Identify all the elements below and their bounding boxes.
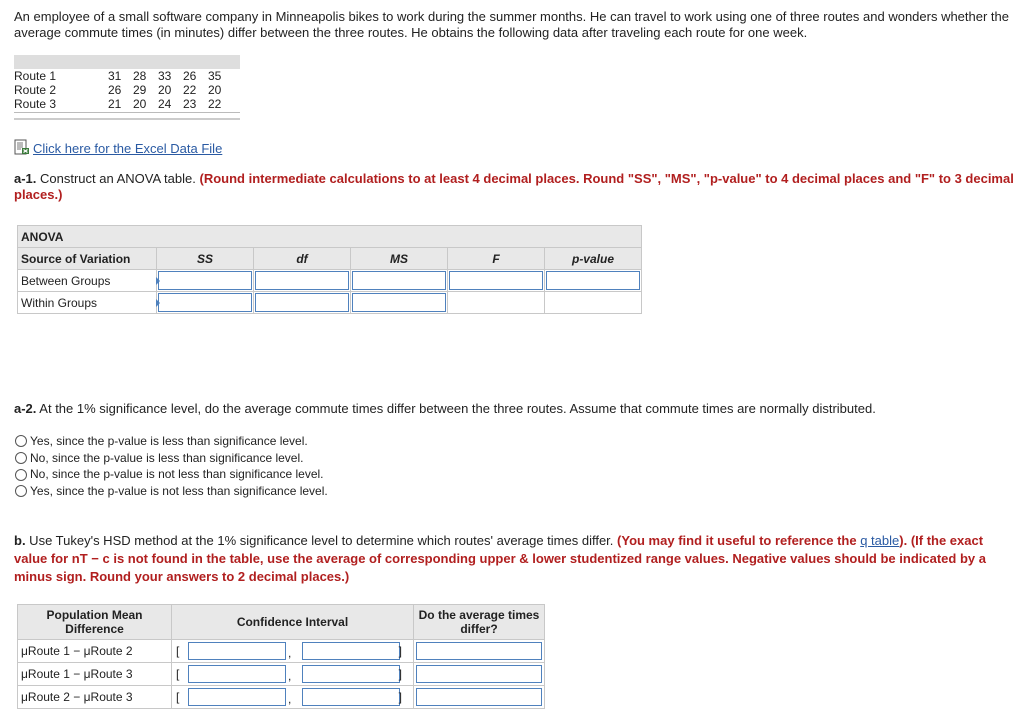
within-ms-input[interactable] <box>352 293 446 312</box>
open-bracket: [ <box>176 667 180 681</box>
header-confidence-interval: Confidence Interval <box>172 605 414 640</box>
row-route2-route3: μRoute 2 − μRoute 3 <box>18 686 172 709</box>
option-1[interactable] <box>15 433 328 450</box>
question-b <box>14 532 1014 586</box>
open-bracket: [ <box>176 644 180 658</box>
ci-lower-input-1-3[interactable] <box>188 665 286 683</box>
between-p-value-input[interactable] <box>546 271 640 290</box>
within-df-input[interactable] <box>255 293 349 312</box>
differ-select-1-3[interactable] <box>416 665 542 683</box>
between-f-cell <box>448 270 545 292</box>
between-f-input[interactable] <box>449 271 543 290</box>
ci-upper-input-2-3[interactable] <box>302 688 400 706</box>
between-ss-cell <box>157 270 254 292</box>
within-p-value-empty <box>545 292 642 314</box>
route-row <box>14 69 233 83</box>
differ-cell-1-2 <box>414 640 545 663</box>
route-value: 23 <box>183 97 197 111</box>
ci-lower-input-1-2[interactable] <box>188 642 286 660</box>
between-df-input[interactable] <box>255 271 349 290</box>
route-value: 26 <box>183 69 197 83</box>
route-value: 24 <box>158 97 172 111</box>
a1-label: a-1. <box>14 171 37 186</box>
header-population-mean-difference: Population Mean Difference <box>18 605 172 640</box>
header-ms: MS <box>351 248 448 270</box>
close-bracket: ] <box>398 667 402 681</box>
a2-label: a-2. <box>14 401 37 416</box>
route-value: 20 <box>208 83 222 97</box>
b-instruction-1: (You may find it useful to reference the <box>617 533 861 548</box>
header-do-times-differ: Do the average times differ? <box>414 605 545 640</box>
commute-data-table <box>14 55 240 120</box>
ci-cell-1-2 <box>172 640 414 663</box>
b-instruction-2: ). (If the exact value for nT − c is not found in the table, use the average of corresponding upper & lower studentized range values. Negative values should be indicated by a minus sign. Round your answers to 2 decimal places.) <box>14 533 986 584</box>
row-route1-route2: μRoute 1 − μRoute 2 <box>18 640 172 663</box>
between-ss-input[interactable] <box>158 271 252 290</box>
b-label: b. <box>14 533 26 548</box>
excel-link-row <box>14 139 222 158</box>
row-between-groups: Between Groups <box>18 270 157 292</box>
row-within-groups: Within Groups <box>18 292 157 314</box>
route-value: 26 <box>108 83 122 97</box>
option-1-label: Yes, since the p-value is less than significance level. <box>30 434 308 448</box>
input-pointer-icon <box>156 277 160 285</box>
header-ss: SS <box>157 248 254 270</box>
within-ss-input[interactable] <box>158 293 252 312</box>
a2-options <box>15 433 328 500</box>
route-value: 22 <box>208 97 222 111</box>
tukey-table <box>17 604 545 709</box>
comma: , <box>288 692 292 706</box>
between-ms-cell <box>351 270 448 292</box>
option-3[interactable] <box>15 466 328 483</box>
route-value: 20 <box>158 83 172 97</box>
between-df-cell <box>254 270 351 292</box>
route-value: 31 <box>108 69 122 83</box>
a1-text: Construct an ANOVA table. <box>36 171 200 186</box>
route-value: 28 <box>133 69 147 83</box>
route-value: 21 <box>108 97 122 111</box>
within-f-empty <box>448 292 545 314</box>
q-table-link[interactable]: q table <box>860 533 900 548</box>
anova-title: ANOVA <box>18 226 642 248</box>
problem-intro: An employee of a small software company in Minneapolis bikes to work during the summer months. He can travel to work using one of three routes and wonders whether the average commute times (in minutes) differ between the three routes. He obtains the following data after traveling each route for one week. <box>14 9 1010 40</box>
ci-cell-2-3 <box>172 686 414 709</box>
question-a1 <box>14 171 1020 203</box>
close-bracket: ] <box>398 644 402 658</box>
a2-text: At the 1% significance level, do the average commute times differ between the three routes. Assume that commute times are normally distributed. <box>36 401 876 416</box>
route-label: Route 1 <box>14 69 57 83</box>
data-table-footer-bar <box>14 112 240 120</box>
option-4-label: Yes, since the p-value is not less than significance level. <box>30 484 328 499</box>
differ-cell-2-3 <box>414 686 545 709</box>
header-df: df <box>254 248 351 270</box>
route-value: 35 <box>208 69 222 83</box>
question-a2 <box>14 401 876 416</box>
header-p-value: p-value <box>545 248 642 270</box>
close-bracket: ] <box>398 690 402 704</box>
header-f: F <box>448 248 545 270</box>
within-df-cell <box>254 292 351 314</box>
excel-data-file-link[interactable]: Click here for the Excel Data File <box>33 141 223 156</box>
excel-file-icon <box>14 139 30 158</box>
comma: , <box>288 646 292 660</box>
row-route1-route3: μRoute 1 − μRoute 3 <box>18 663 172 686</box>
ci-upper-input-1-3[interactable] <box>302 665 400 683</box>
within-ms-cell <box>351 292 448 314</box>
within-ss-cell <box>157 292 254 314</box>
input-pointer-icon <box>156 299 160 307</box>
route-row <box>14 83 233 97</box>
route-row <box>14 97 233 111</box>
differ-cell-1-3 <box>414 663 545 686</box>
radio-button[interactable] <box>15 485 27 497</box>
differ-select-1-2[interactable] <box>416 642 542 660</box>
route-label: Route 3 <box>14 97 57 111</box>
comma: , <box>288 669 292 683</box>
ci-upper-input-1-2[interactable] <box>302 642 400 660</box>
ci-cell-1-3 <box>172 663 414 686</box>
open-bracket: [ <box>176 690 180 704</box>
anova-table <box>17 225 642 314</box>
radio-button[interactable] <box>15 435 27 447</box>
option-4[interactable] <box>15 483 328 500</box>
between-ms-input[interactable] <box>352 271 446 290</box>
ci-lower-input-2-3[interactable] <box>188 688 286 706</box>
route-data <box>14 69 233 111</box>
data-table-header-bar <box>14 55 240 69</box>
route-value: 22 <box>183 83 197 97</box>
differ-select-2-3[interactable] <box>416 688 542 706</box>
option-2-label: No, since the p-value is less than significance level. <box>30 450 304 465</box>
route-value: 29 <box>133 83 147 97</box>
a1-instruction: (Round intermediate calculations to at least 4 decimal places. Round "SS", "MS", "p-value" to 4 decimal places and "F" to 3 decimal places.) <box>14 171 1014 202</box>
route-value: 33 <box>158 69 172 83</box>
route-label: Route 2 <box>14 83 57 97</box>
between-p-value-cell <box>545 270 642 292</box>
header-source-of-variation: Source of Variation <box>18 248 157 270</box>
radio-button[interactable] <box>15 452 27 464</box>
option-2[interactable] <box>15 450 328 467</box>
option-3-label: No, since the p-value is not less than significance level. <box>30 467 324 482</box>
route-value: 20 <box>133 97 147 111</box>
radio-button[interactable] <box>15 469 27 481</box>
b-text: Use Tukey's HSD method at the 1% significance level to determine which routes' average times differ. <box>25 533 618 548</box>
